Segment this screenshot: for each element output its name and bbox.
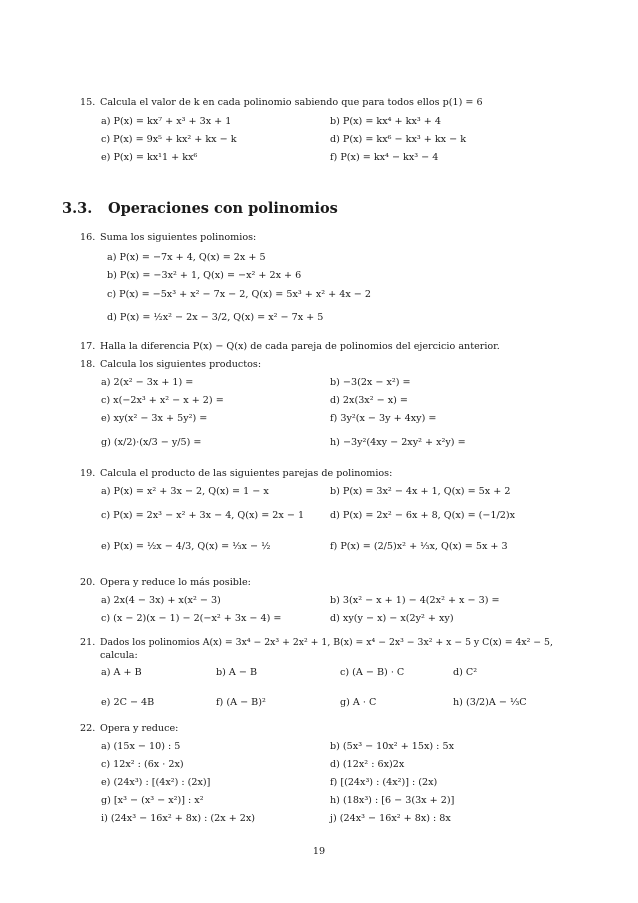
exercise-15-item-f: f) P(x) = kx⁴ − kx³ − 4 — [330, 152, 439, 163]
exercise-15-item-b: b) P(x) = kx⁴ + kx³ + 4 — [330, 116, 441, 127]
exercise-22-item-e: e) (24x³) : [(4x²) : (2x)] — [101, 777, 211, 788]
exercise-17-statement: Halla la diferencia P(x) − Q(x) de cada pareja de polinomios del ejercicio anterior. — [100, 341, 500, 352]
exercise-20-item-b: b) 3(x² − x + 1) − 4(2x² + x − 3) = — [330, 595, 500, 606]
exercise-18-item-d: d) 2x(3x² − x) = — [330, 395, 408, 406]
exercise-19-item-c: c) P(x) = 2x³ − x² + 3x − 4, Q(x) = 2x − 1 — [101, 510, 305, 521]
exercise-22-statement: Opera y reduce: — [100, 723, 179, 734]
exercise-15-number: 15. — [80, 97, 96, 108]
exercise-20-number: 20. — [80, 577, 96, 588]
exercise-19-statement: Calcula el producto de las siguientes parejas de polinomios: — [100, 468, 393, 479]
exercise-19-item-b: b) P(x) = 3x² − 4x + 1, Q(x) = 5x + 2 — [330, 486, 511, 497]
exercise-18-item-f: f) 3y²(x − 3y + 4xy) = — [330, 413, 437, 424]
exercise-15-statement: Calcula el valor de k en cada polinomio sabiendo que para todos ellos p(1) = 6 — [100, 97, 483, 108]
exercise-18-item-g: g) (x/2)·(x/3 − y/5) = — [101, 437, 202, 448]
exercise-20-item-c: c) (x − 2)(x − 1) − 2(−x² + 3x − 4) = — [101, 613, 282, 624]
exercise-15-item-a: a) P(x) = kx⁷ + x³ + 3x + 1 — [101, 116, 232, 127]
exercise-16-item-b: b) P(x) = −3x² + 1, Q(x) = −x² + 2x + 6 — [107, 270, 302, 281]
exercise-21-item-e: e) 2C − 4B — [101, 697, 155, 708]
section-title: Operaciones con polinomios — [108, 200, 338, 217]
exercise-19-number: 19. — [80, 468, 96, 479]
exercise-16-item-a: a) P(x) = −7x + 4, Q(x) = 2x + 5 — [107, 252, 266, 263]
exercise-18-item-b: b) −3(2x − x²) = — [330, 377, 411, 388]
exercise-22-item-i: i) (24x³ − 16x² + 8x) : (2x + 2x) — [101, 813, 256, 824]
exercise-21-item-a: a) A + B — [101, 667, 142, 678]
exercise-21-statement-continuation: calcula: — [100, 650, 138, 661]
exercise-18-statement: Calcula los siguientes productos: — [100, 359, 262, 370]
exercise-16-statement: Suma los siguientes polinomios: — [100, 232, 257, 243]
exercise-21-item-h: h) (3/2)A − ⅓C — [453, 697, 527, 708]
exercise-21-number: 21. — [80, 637, 96, 648]
exercise-17-number: 17. — [80, 341, 96, 352]
exercise-22-item-j: j) (24x³ − 16x² + 8x) : 8x — [330, 813, 451, 824]
exercise-20-statement: Opera y reduce lo más posible: — [100, 577, 251, 588]
exercise-20-item-a: a) 2x(4 − 3x) + x(x² − 3) — [101, 595, 221, 606]
exercise-21-item-f: f) (A − B)² — [216, 697, 266, 708]
exercise-21-item-d: d) C² — [453, 667, 478, 678]
exercise-16-number: 16. — [80, 232, 96, 243]
exercise-19-item-e: e) P(x) = ½x − 4/3, Q(x) = ⅓x − ½ — [101, 541, 271, 552]
page-number: 19 — [312, 846, 326, 857]
exercise-15-item-c: c) P(x) = 9x⁵ + kx² + kx − k — [101, 134, 237, 145]
exercise-18-item-a: a) 2(x² − 3x + 1) = — [101, 377, 194, 388]
exercise-21-item-g: g) A · C — [340, 697, 377, 708]
exercise-18-number: 18. — [80, 359, 96, 370]
exercise-22-item-b: b) (5x³ − 10x² + 15x) : 5x — [330, 741, 454, 752]
exercise-22-item-a: a) (15x − 10) : 5 — [101, 741, 181, 752]
exercise-18-item-e: e) xy(x² − 3x + 5y²) = — [101, 413, 208, 424]
exercise-21-item-c: c) (A − B) · C — [340, 667, 405, 678]
exercise-22-item-c: c) 12x² : (6x · 2x) — [101, 759, 184, 770]
exercise-19-item-a: a) P(x) = x² + 3x − 2, Q(x) = 1 − x — [101, 486, 269, 497]
exercise-22-item-d: d) (12x² : 6x)2x — [330, 759, 405, 770]
exercise-16-item-d: d) P(x) = ½x² − 2x − 3/2, Q(x) = x² − 7x + 5 — [107, 312, 324, 323]
exercise-22-item-f: f) [(24x³) : (4x²)] : (2x) — [330, 777, 438, 788]
exercise-18-item-h: h) −3y²(4xy − 2xy² + x²y) = — [330, 437, 466, 448]
exercise-21-item-b: b) A − B — [216, 667, 258, 678]
exercise-21-statement: Dados los polinomios A(x) = 3x⁴ − 2x³ + 2x² + 1, B(x) = x⁴ − 2x³ − 3x² + x − 5 y C(x) = 4x² − 5, — [100, 637, 553, 648]
exercise-15-item-e: e) P(x) = kx¹1 + kx⁶ — [101, 152, 198, 163]
exercise-22-number: 22. — [80, 723, 96, 734]
exercise-16-item-c: c) P(x) = −5x³ + x² − 7x − 2, Q(x) = 5x³ + x² + 4x − 2 — [107, 289, 371, 300]
section-number: 3.3. — [62, 200, 93, 217]
exercise-19-item-f: f) P(x) = (2/5)x² + ⅓x, Q(x) = 5x + 3 — [330, 541, 508, 552]
exercise-19-item-d: d) P(x) = 2x² − 6x + 8, Q(x) = (−1/2)x — [330, 510, 516, 521]
exercise-15-item-d: d) P(x) = kx⁶ − kx³ + kx − k — [330, 134, 467, 145]
exercise-20-item-d: d) xy(y − x) − x(2y² + xy) — [330, 613, 454, 624]
exercise-18-item-c: c) x(−2x³ + x² − x + 2) = — [101, 395, 224, 406]
exercise-22-item-g: g) [x³ − (x³ − x²)] : x² — [101, 795, 204, 806]
exercise-22-item-h: h) (18x³) : [6 − 3(3x + 2)] — [330, 795, 455, 806]
